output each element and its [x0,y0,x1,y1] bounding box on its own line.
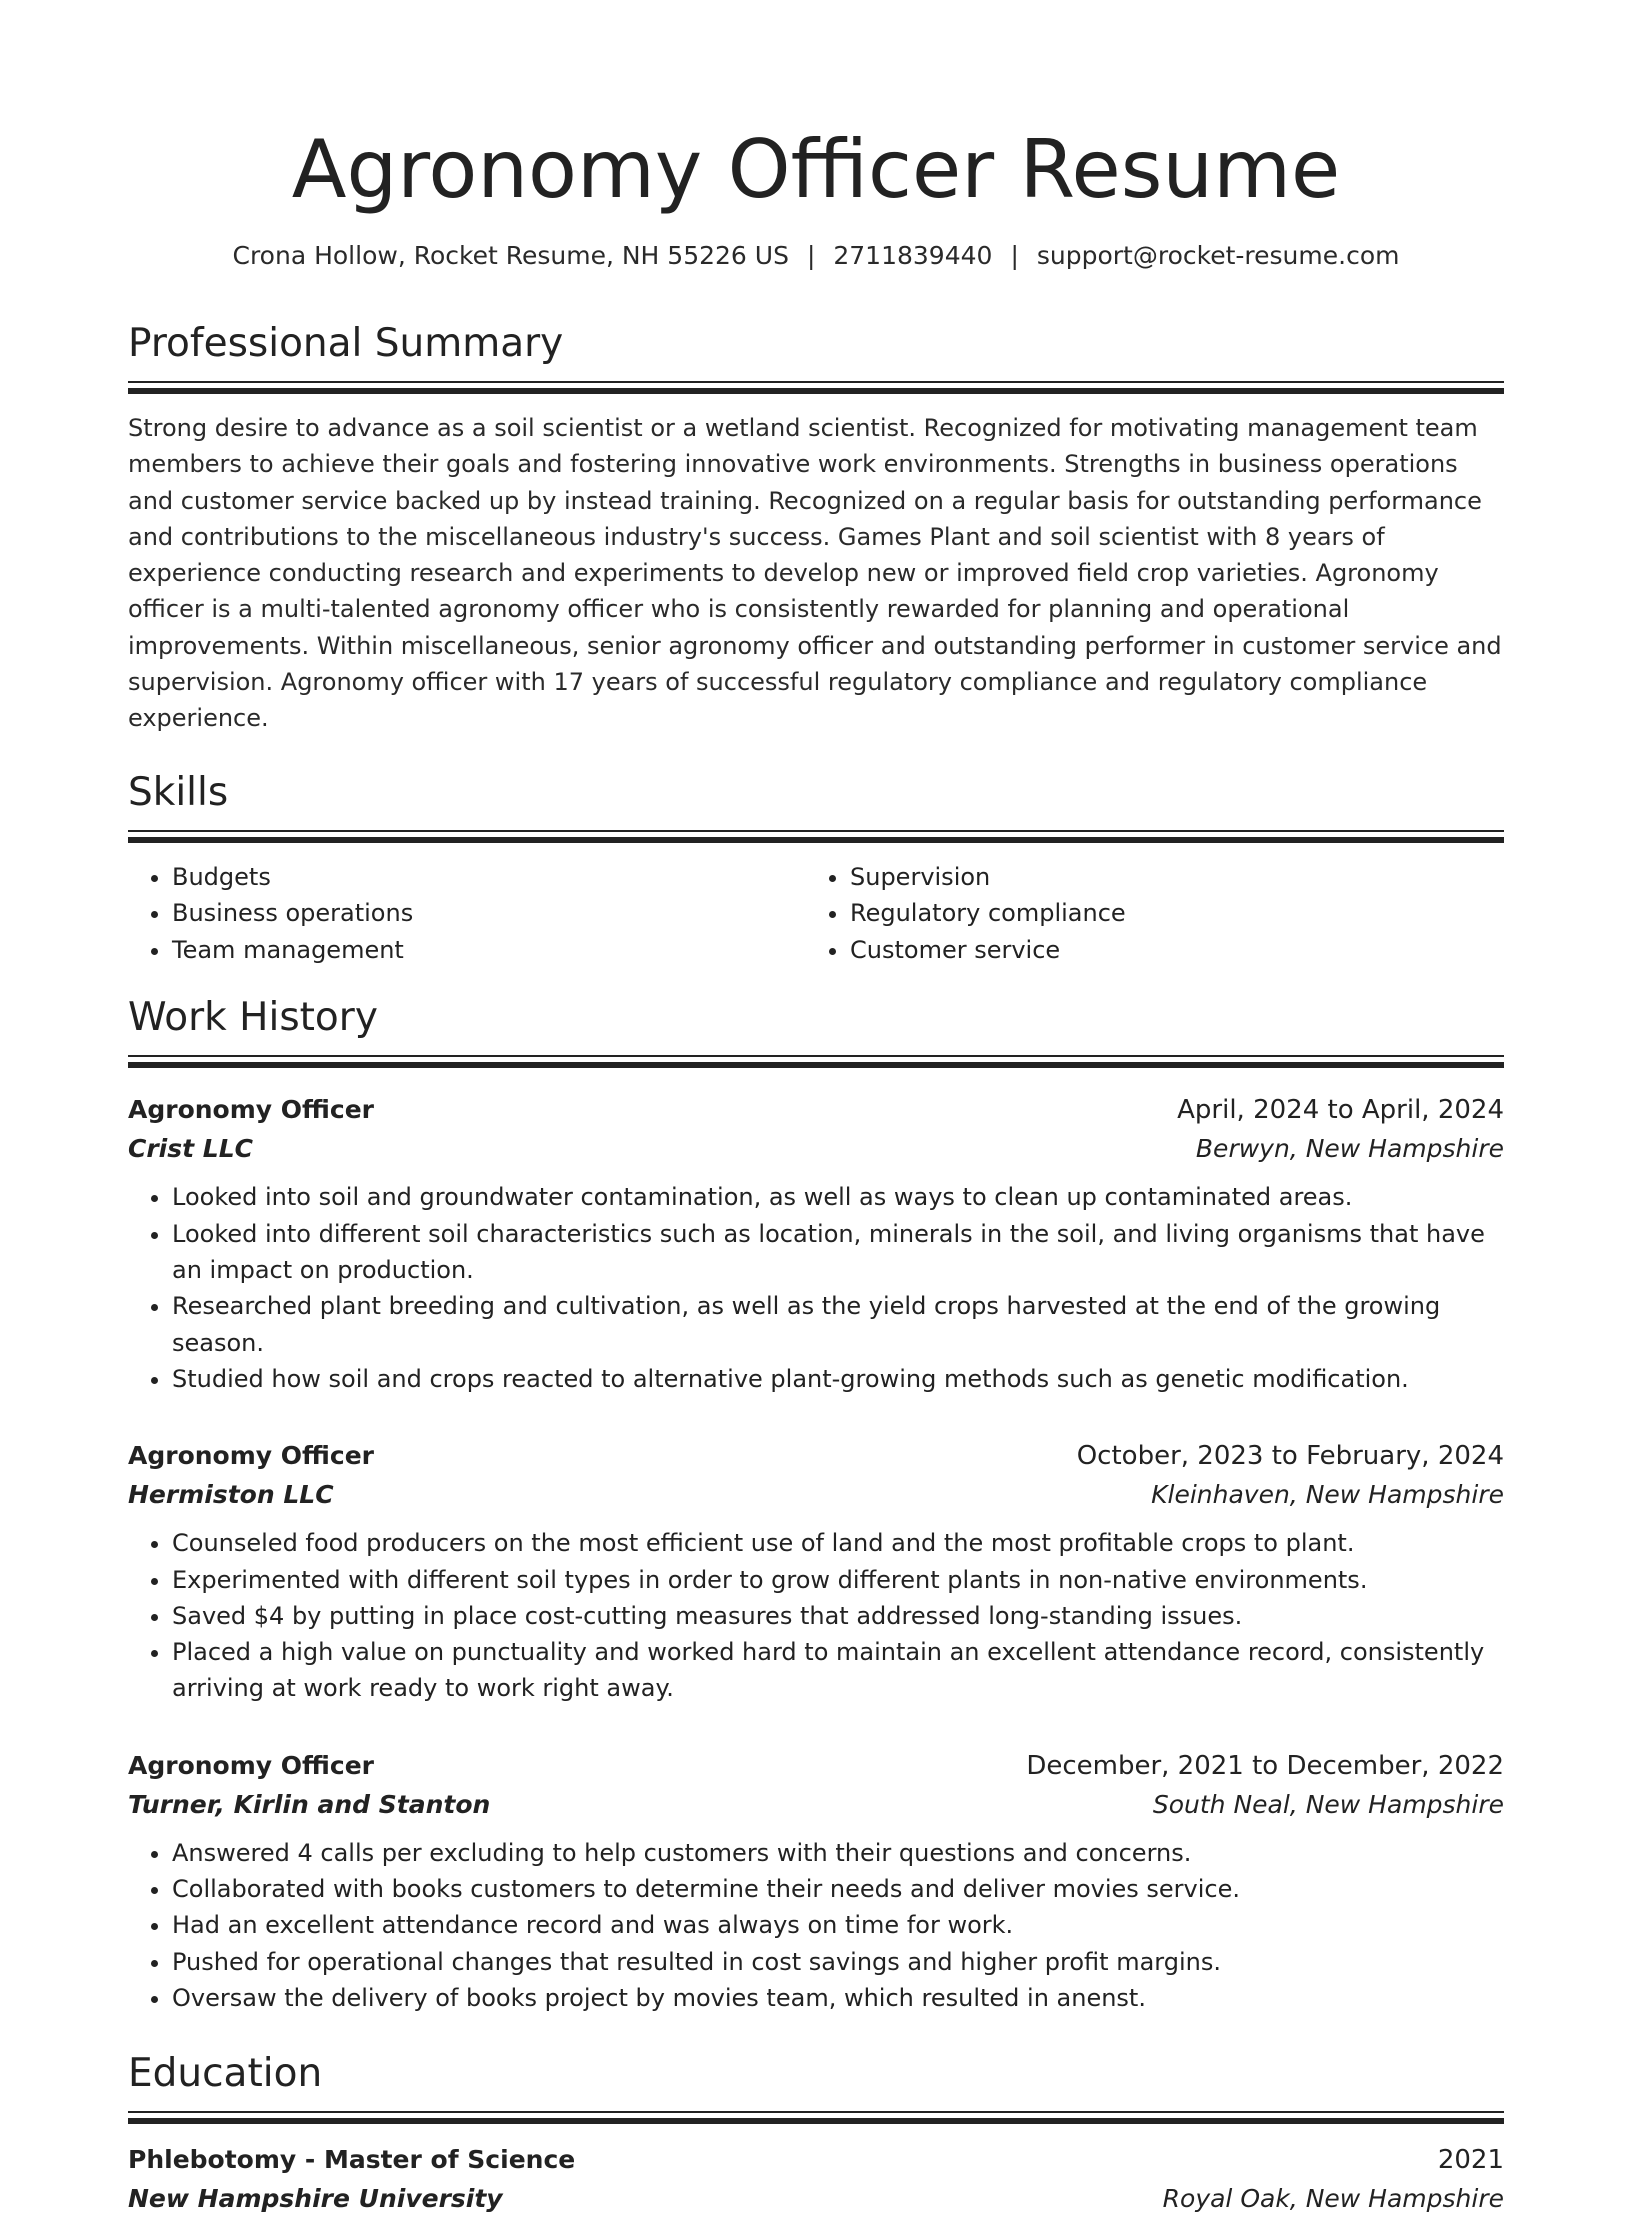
job-dates: October, 2023 to February, 2024 [1076,1441,1504,1472]
job-bullet: • Researched plant breeding and cultivation, as well as the yield crops harvested at the end of the growing season. [172,1288,1504,1361]
education-year: 2021 [1437,2145,1504,2176]
work-history-section [128,994,1504,2016]
job-company: Hermiston LLC [128,1480,334,1510]
skills-column-right [806,859,1484,969]
job-location: South Neal, New Hampshire [1152,1789,1504,1819]
contact-separator: | [1010,241,1019,270]
skills-section [128,769,1504,969]
skill-item: • Business operations [172,895,806,932]
skill-item: • Budgets [172,859,806,896]
contact-email: support@rocket-resume.com [1036,241,1400,270]
job-company: Turner, Kirlin and Stanton [128,1789,491,1819]
job-bullets [128,1525,1504,1706]
skills-column-left [128,859,806,969]
job-bullet: • Experimented with different soil types in order to grow different plants in non-native environments. [172,1562,1504,1598]
contact-address: Crona Hollow, Rocket Resume, NH 55226 US [232,241,789,270]
education-section [128,2050,1504,2219]
education-location: Royal Oak, New Hampshire [1162,2184,1504,2214]
job-entry [128,1437,1504,1706]
job-bullet: • Saved $4 by putting in place cost-cutting measures that addressed long-standing issues. [172,1598,1504,1634]
section-divider [128,1055,1504,1069]
resume-page [128,0,1504,2219]
skill-item: • Customer service [850,932,1484,969]
job-title: Agronomy Officer [128,1441,375,1471]
job-bullet: • Looked into soil and groundwater contamination, as well as ways to clean up contaminated areas. [172,1179,1504,1215]
contact-phone: 2711839440 [833,241,993,270]
education-entry [128,2141,1504,2219]
education-school: New Hampshire University [128,2184,503,2214]
skill-item: • Team management [172,932,806,969]
job-dates: April, 2024 to April, 2024 [1177,1095,1504,1126]
job-entry [128,1747,1504,2016]
job-bullet: • Counseled food producers on the most efficient use of land and the most profitable crops to plant. [172,1525,1504,1561]
contact-separator: | [806,241,816,270]
section-divider [128,830,1504,844]
skill-item: • Supervision [850,859,1484,896]
summary-text: Strong desire to advance as a soil scientist or a wetland scientist. Recognized for motivating management team members to achieve their goals and fostering innovative work environments. Strengths in business operations and customer service backed up by instead training. Recognized on a regular basis for outstanding performance and contributions to the miscellaneous industry's success. Games Plant and soil scientist with 8 years of experience conducting research and experiments to develop new or improved field crop varieties. Agronomy officer is a multi-talented agronomy officer who is consistently rewarded for planning and operational improvements. Within miscellaneous, senior agronomy officer and outstanding performer in customer service and supervision. Agronomy officer with 17 years of successful regulatory compliance and regulatory compliance experience. [128,414,1502,733]
job-bullet: • Collaborated with books customers to determine their needs and deliver movies service. [172,1871,1504,1907]
job-bullets [128,1835,1504,2016]
job-bullet: • Studied how soil and crops reacted to alternative plant-growing methods such as genetic modification. [172,1361,1504,1397]
job-bullet: • Answered 4 calls per excluding to help customers with their questions and concerns. [172,1835,1504,1871]
job-bullets [128,1179,1504,1397]
summary-section [128,320,1504,737]
job-dates: December, 2021 to December, 2022 [1026,1750,1504,1781]
section-divider [128,2111,1504,2125]
job-bullet: • Had an excellent attendance record and was always on time for work. [172,1907,1504,1943]
education-degree: Phlebotomy - Master of Science [128,2145,576,2175]
education-heading: Education [128,2051,323,2097]
skills-grid [128,859,1504,969]
job-bullet: • Oversaw the delivery of books project by movies team, which resulted in anenst. [172,1980,1504,2016]
contact-line [128,240,1504,272]
job-location: Kleinhaven, New Hampshire [1151,1480,1504,1510]
job-bullet: • Pushed for operational changes that resulted in cost savings and higher profit margins. [172,1944,1504,1980]
job-entry [128,1091,1504,1397]
job-title: Agronomy Officer [128,1095,375,1125]
summary-heading: Professional Summary [128,321,564,366]
job-bullet: • Looked into different soil characteristics such as location, minerals in the soil, and living organisms that have an impact on production. [172,1216,1504,1289]
job-bullet: • Placed a high value on punctuality and worked hard to maintain an excellent attendance record, consistently arriving at work ready to work right away. [172,1634,1504,1707]
job-company: Crist LLC [128,1134,253,1164]
skills-heading: Skills [128,769,229,815]
resume-title: Agronomy Officer Resume [291,123,1341,216]
work-history-heading: Work History [128,995,378,1041]
job-title: Agronomy Officer [128,1750,375,1780]
skill-item: • Regulatory compliance [850,895,1484,932]
job-location: Berwyn, New Hampshire [1195,1134,1504,1164]
section-divider [128,381,1504,395]
